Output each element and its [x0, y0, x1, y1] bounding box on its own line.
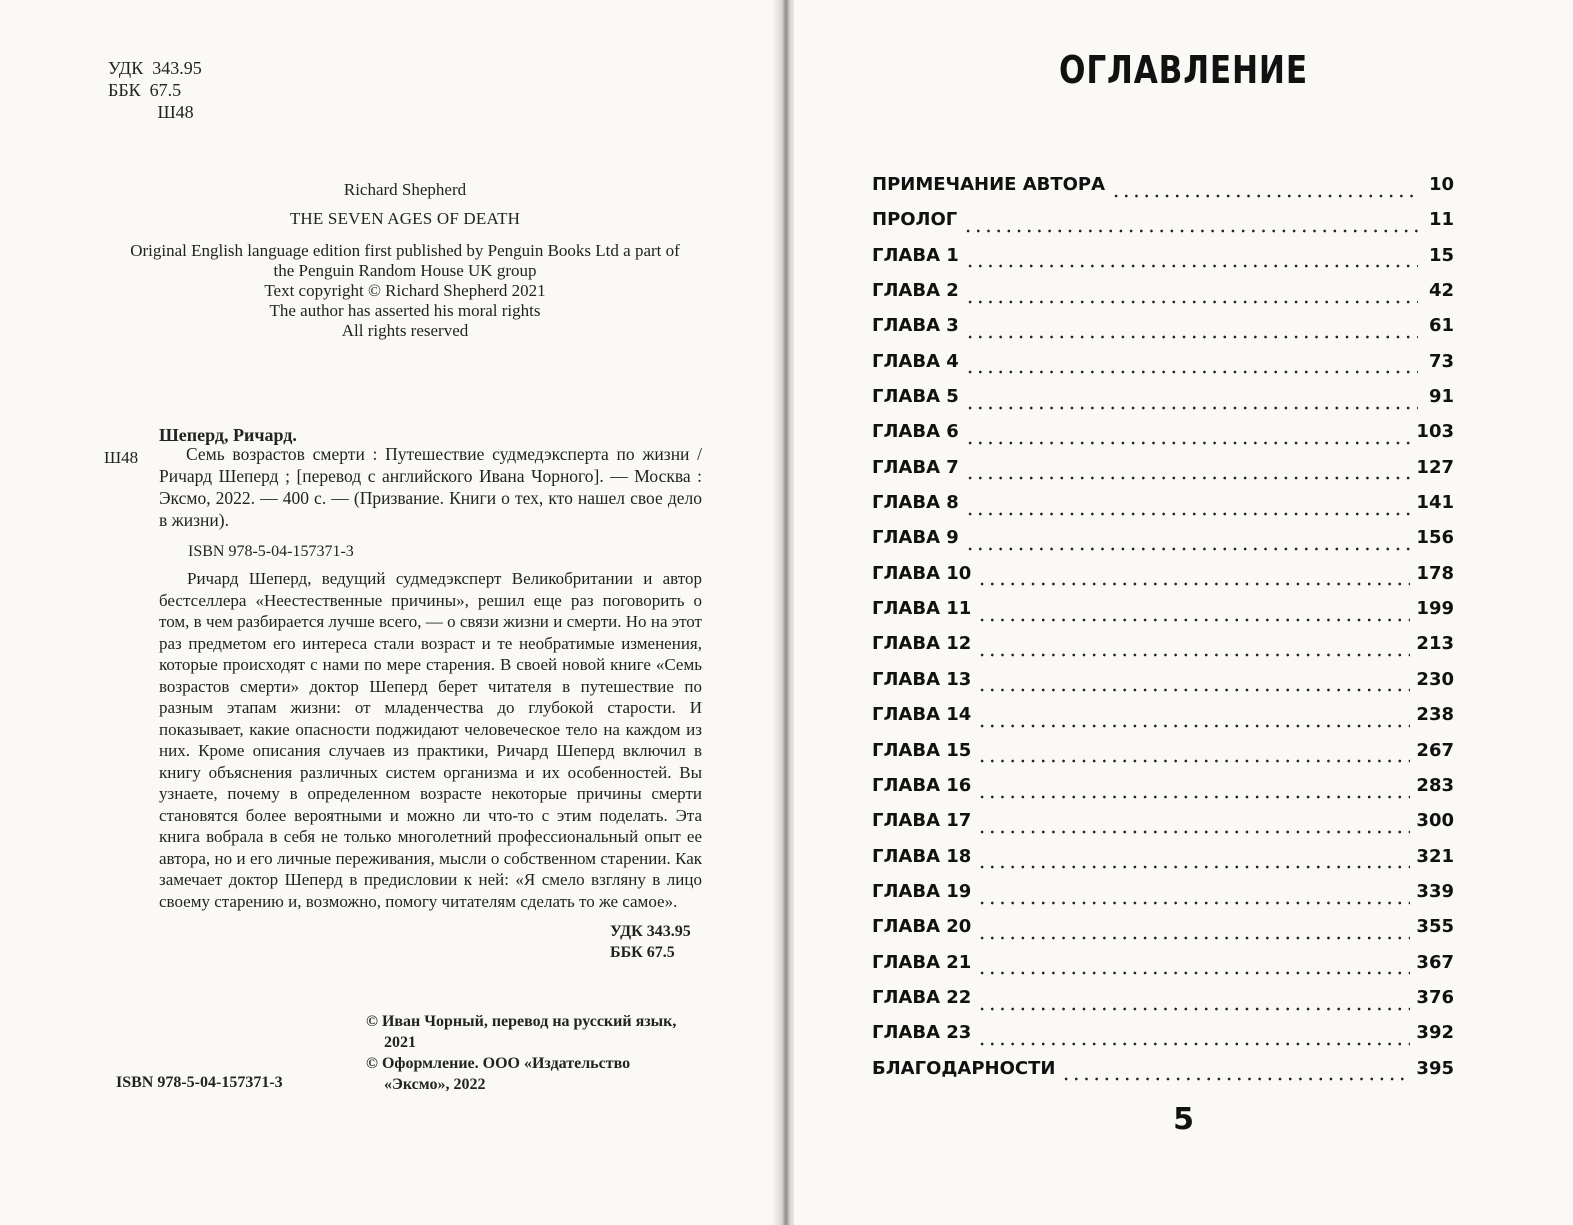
- dot-leader: [977, 901, 1410, 905]
- toc-entry-label: ГЛАВА 2: [872, 280, 959, 302]
- toc-entry-label: ГЛАВА 4: [872, 350, 959, 372]
- toc-entry-page: 213: [1416, 633, 1454, 655]
- toc-entry-page: 392: [1416, 1022, 1454, 1044]
- toc-entry-label: ГЛАВА 1: [872, 244, 959, 266]
- toc-entry-page: 127: [1416, 456, 1454, 478]
- toc-entry-page: 395: [1416, 1057, 1454, 1079]
- toc-entry-label: ГЛАВА 17: [872, 810, 972, 832]
- dot-leader: [1111, 194, 1418, 198]
- toc-entry-label: ГЛАВА 23: [872, 1022, 972, 1044]
- toc-entry-label: ГЛАВА 15: [872, 739, 972, 761]
- toc-entry-page: 10: [1428, 174, 1454, 195]
- bottom-classification: [610, 921, 691, 963]
- toc-entry-label: ПРОЛОГ: [872, 209, 958, 231]
- toc-entry-label: ГЛАВА 10: [872, 562, 972, 584]
- dot-leader: [977, 653, 1410, 657]
- rights-line: All rights reserved: [341, 321, 469, 340]
- toc-entry-label: ГЛАВА 13: [872, 668, 972, 690]
- bbk-code: ББК 67.5: [610, 944, 675, 961]
- toc-entry[interactable]: [872, 457, 1454, 492]
- udk-code: УДК 343.95: [610, 923, 691, 940]
- toc-entry-label: ГЛАВА 20: [872, 916, 972, 938]
- toc-entry[interactable]: [872, 351, 1454, 386]
- design-copyright-publisher: «Эксмо», 2022: [384, 1076, 486, 1093]
- toc-entry[interactable]: [872, 810, 1454, 845]
- bibliographic-entry: Семь возрастов смерти : Путешествие судмедэксперта по жизни / Ричард Шеперд ; [перевод с английского Ивана Чорного]. — Москва : Эксмо, 2022. — 400 с. — (Призвание. Книги о тех, кто нашел свое дело в жизни).: [159, 444, 702, 530]
- toc-entry[interactable]: [872, 1022, 1454, 1057]
- rights-line: Original English language edition first published by Penguin Books Ltd a part of: [130, 241, 680, 260]
- toc-entry[interactable]: [872, 598, 1454, 633]
- toc-entry[interactable]: [872, 492, 1454, 527]
- toc-entry-label: ГЛАВА 16: [872, 774, 972, 796]
- toc-entry[interactable]: [872, 669, 1454, 704]
- copyright-page: [0, 0, 782, 1225]
- toc-entry-label: ГЛАВА 3: [872, 315, 959, 337]
- toc-entry-page: 283: [1416, 774, 1454, 796]
- rights-line: Text copyright © Richard Shepherd 2021: [264, 281, 546, 300]
- page-number: 5: [1173, 1102, 1194, 1137]
- udk-code: УДК 343.95: [108, 58, 202, 78]
- toc-entry-label: ПРИМЕЧАНИЕ АВТОРА: [872, 174, 1106, 195]
- rights-line: the Penguin Random House UK group: [273, 261, 537, 280]
- toc-entry[interactable]: [872, 174, 1454, 209]
- toc-entry-page: 11: [1428, 209, 1454, 231]
- table-of-contents: [872, 174, 1454, 1093]
- toc-entry-page: 156: [1416, 527, 1454, 549]
- toc-entry[interactable]: [872, 916, 1454, 951]
- dot-leader: [977, 971, 1410, 975]
- copyright-notices: [366, 1011, 706, 1095]
- toc-entry-label: БЛАГОДАРНОСТИ: [872, 1057, 1056, 1079]
- toc-entry-label: ГЛАВА 14: [872, 704, 972, 726]
- toc-entry-page: 376: [1416, 986, 1454, 1008]
- toc-entry-page: 238: [1416, 704, 1454, 726]
- toc-entry[interactable]: [872, 846, 1454, 881]
- toc-entry-page: 267: [1416, 739, 1454, 761]
- toc-entry-page: 178: [1416, 562, 1454, 584]
- book-annotation: Ричард Шеперд, ведущий судмедэксперт Великобритании и автор бестселлера «Неестественные причины», решил еще раз поговорить о том, в чем разбирается лучше всего, — о связи жизни и смерти. Но на этот раз предметом его интереса стали возраст и те необратимые изменения, которые происходят с нами по мере старения. В своей новой книге «Семь возрастов смерти» доктор Шеперд берет читателя в путешествие по разным этапам жизни: от младенчества до глубокой старости. И показывает, какие опасности поджидают человеческое тело на каждом из них. Кроме описания случаев из практики, Ричард Шеперд включил в книгу объяснения различных систем организма и их особенностей. Вы узнаете, почему в определенном возрасте некоторые причины смерти становятся более вероятными и можно ли что-то с этим поделать. Эта книга вобрала в себя не только многолетний профессиональный опыт ее автора, но и его личные переживания, мысли о собственном старении. Как замечает доктор Шеперд в предисловии к ней: «Я смело взгляну в лицо своему старению и, возможно, помогу читателям сделать то же самое».: [159, 569, 702, 911]
- classification-codes: [108, 57, 202, 123]
- dot-leader: [965, 370, 1418, 374]
- design-copyright: © Оформление. ООО «Издательство: [366, 1055, 631, 1072]
- original-author: Richard Shepherd: [343, 180, 467, 199]
- toc-entry-label: ГЛАВА 22: [872, 986, 972, 1008]
- toc-entry[interactable]: [872, 775, 1454, 810]
- toc-entry-page: 15: [1428, 244, 1454, 266]
- toc-entry[interactable]: [872, 881, 1454, 916]
- toc-entry-label: ГЛАВА 7: [872, 456, 959, 478]
- dot-leader: [977, 582, 1410, 586]
- toc-entry-page: 141: [1416, 492, 1454, 514]
- toc-entry-label: ГЛАВА 18: [872, 845, 972, 867]
- dot-leader: [977, 936, 1410, 940]
- rights-notice: [100, 241, 710, 341]
- toc-entry-label: ГЛАВА 5: [872, 386, 959, 408]
- toc-entry-page: 339: [1416, 880, 1454, 902]
- rights-line: The author has asserted his moral rights: [269, 301, 541, 320]
- dot-leader: [963, 229, 1418, 233]
- toc-entry[interactable]: [872, 315, 1454, 350]
- toc-entry[interactable]: [872, 704, 1454, 739]
- toc-entry-page: 300: [1416, 810, 1454, 832]
- toc-entry-page: 73: [1428, 350, 1454, 372]
- isbn: ISBN 978-5-04-157371-3: [116, 1074, 283, 1091]
- dot-leader: [977, 688, 1410, 692]
- translation-copyright: © Иван Чорный, перевод на русский язык,: [366, 1013, 677, 1030]
- toc-entry-label: ГЛАВА 9: [872, 527, 959, 549]
- toc-entry-page: 355: [1416, 916, 1454, 938]
- toc-entry-page: 42: [1428, 280, 1454, 302]
- toc-entry[interactable]: [872, 987, 1454, 1022]
- dot-leader: [965, 547, 1411, 551]
- dot-leader: [965, 300, 1418, 304]
- bibliographic-code: Ш48: [104, 448, 139, 467]
- toc-entry[interactable]: [872, 740, 1454, 775]
- toc-entry[interactable]: [872, 209, 1454, 244]
- toc-entry[interactable]: [872, 633, 1454, 668]
- dot-leader: [965, 335, 1418, 339]
- toc-entry-page: 61: [1428, 315, 1454, 337]
- dot-leader: [977, 759, 1410, 763]
- original-title: THE SEVEN AGES OF DEATH: [289, 209, 521, 228]
- toc-entry[interactable]: [872, 527, 1454, 562]
- dot-leader: [965, 264, 1418, 268]
- toc-entry[interactable]: [872, 563, 1454, 598]
- toc-entry[interactable]: [872, 245, 1454, 280]
- toc-entry-label: ГЛАВА 6: [872, 421, 959, 443]
- toc-entry[interactable]: [872, 952, 1454, 987]
- toc-entry-label: ГЛАВА 21: [872, 951, 972, 973]
- toc-entry-label: ГЛАВА 11: [872, 598, 972, 620]
- toc-entry[interactable]: [872, 280, 1454, 315]
- toc-entry-page: 367: [1416, 951, 1454, 973]
- toc-entry[interactable]: [872, 421, 1454, 456]
- dot-leader: [965, 441, 1411, 445]
- toc-entry-label: ГЛАВА 19: [872, 880, 972, 902]
- dot-leader: [977, 830, 1410, 834]
- contents-page: [794, 0, 1573, 1225]
- toc-entry-page: 199: [1416, 598, 1454, 620]
- dot-leader: [965, 406, 1418, 410]
- toc-entry-page: 230: [1416, 668, 1454, 690]
- dot-leader: [977, 618, 1410, 622]
- translation-copyright-year: 2021: [384, 1034, 416, 1051]
- bbk-code: ББК 67.5: [108, 80, 182, 100]
- dot-leader: [977, 865, 1410, 869]
- author-mark: Ш48: [108, 102, 194, 122]
- dot-leader: [977, 1042, 1410, 1046]
- toc-entry[interactable]: [872, 386, 1454, 421]
- contents-title: ОГЛАВЛЕНИЕ: [1059, 48, 1308, 92]
- dot-leader: [977, 1007, 1410, 1011]
- toc-entry-label: ГЛАВА 8: [872, 492, 959, 514]
- toc-entry-page: 91: [1428, 386, 1454, 408]
- toc-entry-label: ГЛАВА 12: [872, 633, 972, 655]
- toc-entry-page: 321: [1416, 845, 1454, 867]
- dot-leader: [965, 512, 1411, 516]
- bibliographic-isbn: ISBN 978-5-04-157371-3: [188, 543, 354, 560]
- dot-leader: [1061, 1077, 1410, 1081]
- toc-entry-page: 103: [1416, 421, 1454, 443]
- toc-entry[interactable]: [872, 1058, 1454, 1093]
- dot-leader: [965, 476, 1411, 480]
- dot-leader: [977, 795, 1410, 799]
- bibliographic-author: Шеперд, Ричард.: [159, 425, 297, 445]
- dot-leader: [977, 724, 1410, 728]
